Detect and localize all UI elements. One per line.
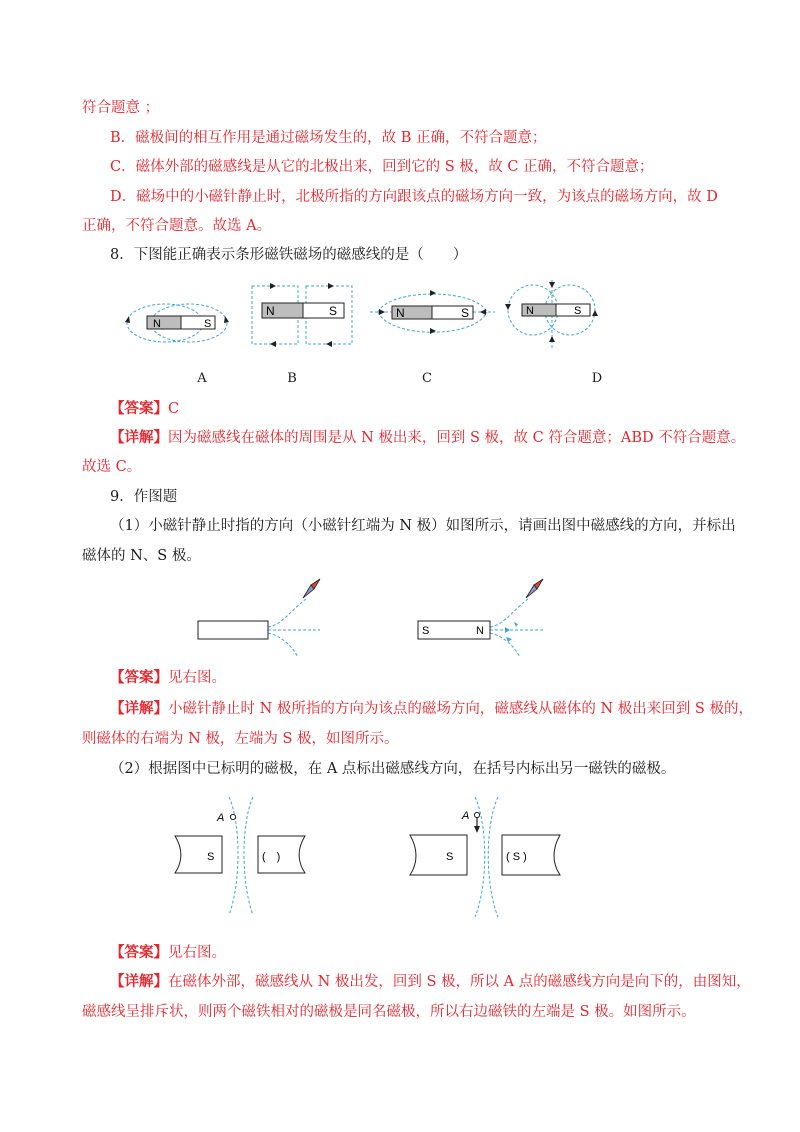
q8-c-n-label: N: [396, 306, 405, 320]
q8-c-s-label: S: [461, 306, 470, 320]
q8-option-c: C: [422, 371, 432, 386]
q9-p2-answer-tag: 【答案】: [110, 944, 168, 961]
q9-p2-left-a-label: A: [217, 812, 225, 824]
prev-line-c: C．磁体外部的磁感线是从它的北极出来，回到它的 S 极，故 C 正确，不符合题意；: [110, 159, 654, 175]
q9-part1-figure-left: [190, 575, 330, 660]
q9-p2-right-a-label: A: [462, 810, 470, 822]
q8-stem: 8．下图能正确表示条形磁铁磁场的磁感线的是（ ）: [110, 247, 468, 263]
q9-p1-detail: [110, 699, 753, 719]
q9-part2-figure-left: [165, 795, 315, 920]
prev-line-d2: 正确，不符合题意。故选 A。: [82, 218, 272, 234]
q9-p1-answer-tag: 【答案】: [110, 669, 168, 686]
q8-detail-tag: 【详解】: [110, 429, 168, 446]
q8-option-b: B: [287, 371, 297, 386]
q8-answer-value: C: [168, 401, 180, 417]
q9-p2-left-blank: ( ): [262, 851, 281, 863]
q9-p2-right-s-label: S: [446, 851, 454, 863]
q9-p1-detail-tag: 【详解】: [110, 700, 168, 717]
q8-d-s-label: S: [574, 305, 582, 317]
q8-detail: [110, 428, 745, 448]
q8-figure-a: [115, 290, 245, 350]
q9-part1-figure-right: [410, 575, 555, 660]
q9-p2-detail-tag: 【详解】: [110, 973, 168, 990]
q9-p2-left-s-label: S: [207, 851, 215, 863]
q8-detail-cont: 故选 C。: [82, 459, 142, 475]
q8-figure-c: [370, 285, 495, 347]
q9-p2-answer: [110, 943, 226, 963]
q9-p2-answer-value: 见右图。: [168, 945, 226, 961]
q8-answer: [110, 399, 179, 419]
q9-part1-line2: 磁体的 N、S 极。: [82, 548, 201, 564]
q9-p2-detail-text: 在磁体外部，磁感线从 N 极出发，回到 S 极，所以 A 点的磁感线方向是向下的，由图知，: [168, 974, 751, 990]
q9-p2-right-filled: ( S ): [506, 851, 527, 863]
q9-p1-detail-cont: 则磁体的右端为 N 极，左端为 S 极，如图所示。: [82, 731, 399, 747]
q9-part1-line1: （1）小磁针静止时指的方向（小磁针红端为 N 极）如图所示，请画出图中磁感线的方向，并标出: [110, 518, 736, 534]
q8-a-n-label: N: [153, 318, 161, 330]
q8-detail-text: 因为磁感线在磁体的周围是从 N 极出来，回到 S 极，故 C 符合题意；ABD 不符合题意。: [168, 430, 746, 446]
q9-part2-line1: （2）根据图中已标明的磁极，在 A 点标出磁感线方向，在括号内标出另一磁铁的磁极。: [110, 761, 676, 777]
q9-p1-answer-value: 见右图。: [168, 670, 226, 686]
q8-option-a: A: [197, 371, 207, 386]
q8-answer-tag: 【答案】: [110, 400, 168, 417]
q9-p1-s-label: S: [422, 625, 430, 637]
q9-p1-n-label: N: [476, 625, 484, 637]
q8-figure-d: [500, 280, 605, 348]
q9-stem: 9．作图题: [110, 489, 178, 505]
q8-b-s-label: S: [329, 304, 338, 318]
q8-option-d: D: [591, 371, 603, 386]
q9-p1-answer: [110, 668, 226, 688]
prev-line-0: 符合题意 ；: [82, 100, 160, 116]
q9-p2-detail-cont: 磁感线呈排斥状，则两个磁铁相对的磁极是同名磁极，所以右边磁铁的左端是 S 极。如图所示。: [82, 1004, 696, 1020]
q9-p1-detail-text: 小磁针静止时 N 极所指的方向为该点的磁场方向，磁感线从磁体的 N 极出来回到 S 极的，: [168, 701, 753, 717]
q9-p2-detail: [110, 972, 751, 992]
prev-line-d1: D．磁场中的小磁针静止时，北极所指的方向跟该点的磁场方向一致，为该点的磁场方向，故 D: [110, 189, 718, 205]
q8-d-n-label: N: [526, 305, 534, 317]
q8-b-n-label: N: [266, 304, 275, 318]
q8-a-s-label: S: [204, 318, 212, 330]
q8-figure-b: [248, 282, 358, 350]
q9-part2-figure-right: [400, 793, 570, 923]
prev-line-b: B．磁极间的相互作用是通过磁场发生的，故 B 正确，不符合题意；: [110, 130, 547, 146]
